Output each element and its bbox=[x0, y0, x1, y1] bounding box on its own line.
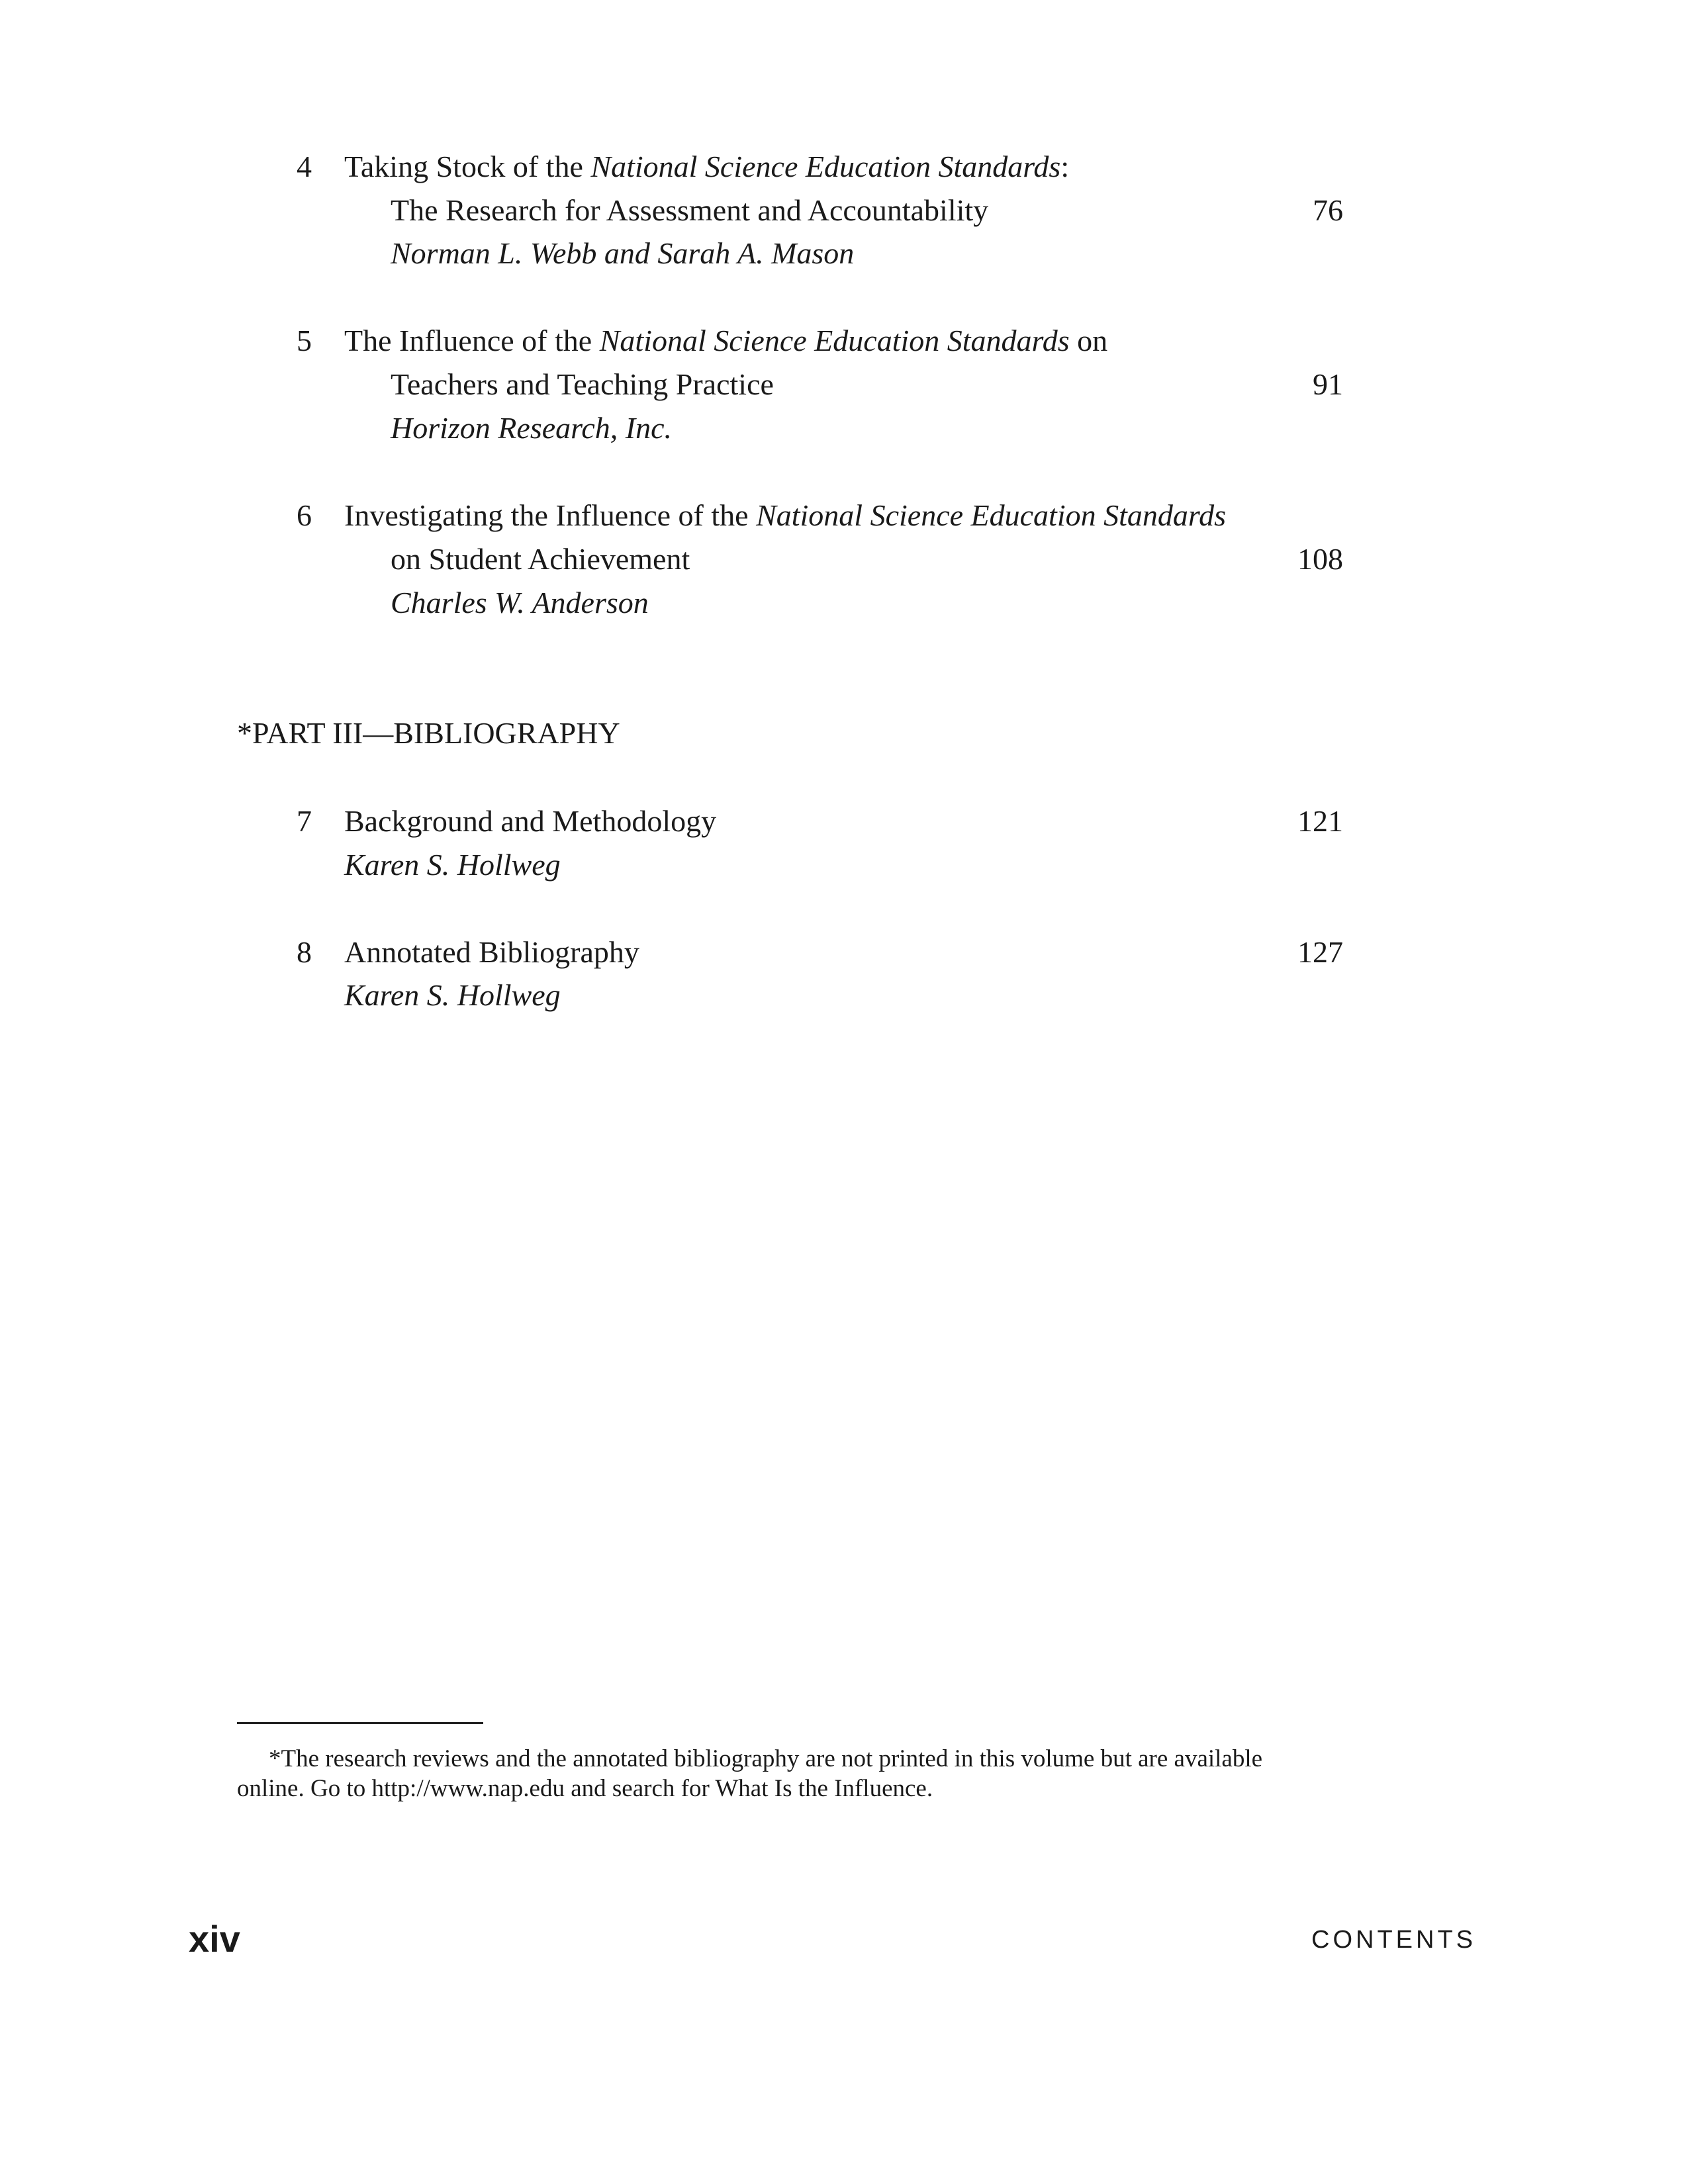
chapter-author: Charles W. Anderson bbox=[391, 586, 649, 619]
title-text: on bbox=[1069, 324, 1108, 357]
chapter-number: 8 bbox=[297, 935, 312, 969]
running-head: CONTENTS bbox=[1311, 1926, 1476, 1954]
title-text: The Influence of the bbox=[344, 324, 600, 357]
page-number: 121 bbox=[1297, 804, 1343, 838]
title-text: Taking Stock of the bbox=[344, 150, 591, 183]
page-number: 76 bbox=[1313, 193, 1343, 227]
chapter-title bbox=[344, 319, 1107, 363]
title-italic: National Science Education Standards bbox=[590, 150, 1061, 183]
chapter-title-continued: The Research for Assessment and Accountability bbox=[391, 193, 989, 227]
chapter-author: Norman L. Webb and Sarah A. Mason bbox=[391, 236, 855, 270]
page-folio: xiv bbox=[189, 1918, 240, 1960]
page-number: 91 bbox=[1313, 367, 1343, 401]
chapter-title-continued: on Student Achievement bbox=[391, 542, 690, 576]
chapter-title: Background and Methodology bbox=[344, 804, 717, 838]
title-text: Investigating the Influence of the bbox=[344, 498, 757, 532]
footnote-line-2: online. Go to http://www.nap.edu and search for What Is the Influence. bbox=[237, 1775, 933, 1802]
chapter-number: 6 bbox=[297, 498, 312, 532]
footnote-line-1: *The research reviews and the annotated bibliography are not printed in this volume but are available bbox=[269, 1745, 1263, 1772]
chapter-author: Karen S. Hollweg bbox=[344, 978, 561, 1012]
chapter-author: Karen S. Hollweg bbox=[344, 848, 561, 882]
title-italic: National Science Education Standards bbox=[599, 324, 1070, 357]
part-heading: *PART III—BIBLIOGRAPHY bbox=[237, 716, 620, 750]
chapter-title-continued: Teachers and Teaching Practice bbox=[391, 367, 774, 401]
chapter-title bbox=[344, 494, 1226, 537]
chapter-title bbox=[344, 145, 1069, 189]
chapter-author: Horizon Research, Inc. bbox=[391, 411, 672, 445]
page-number: 108 bbox=[1297, 542, 1343, 576]
chapter-number: 7 bbox=[297, 804, 312, 838]
chapter-number: 5 bbox=[297, 324, 312, 357]
chapter-title: Annotated Bibliography bbox=[344, 935, 639, 969]
title-text: : bbox=[1060, 150, 1070, 183]
chapter-number: 4 bbox=[297, 150, 312, 183]
page-number: 127 bbox=[1297, 935, 1343, 969]
footnote-rule bbox=[237, 1722, 483, 1724]
title-italic: National Science Education Standards bbox=[756, 498, 1226, 532]
